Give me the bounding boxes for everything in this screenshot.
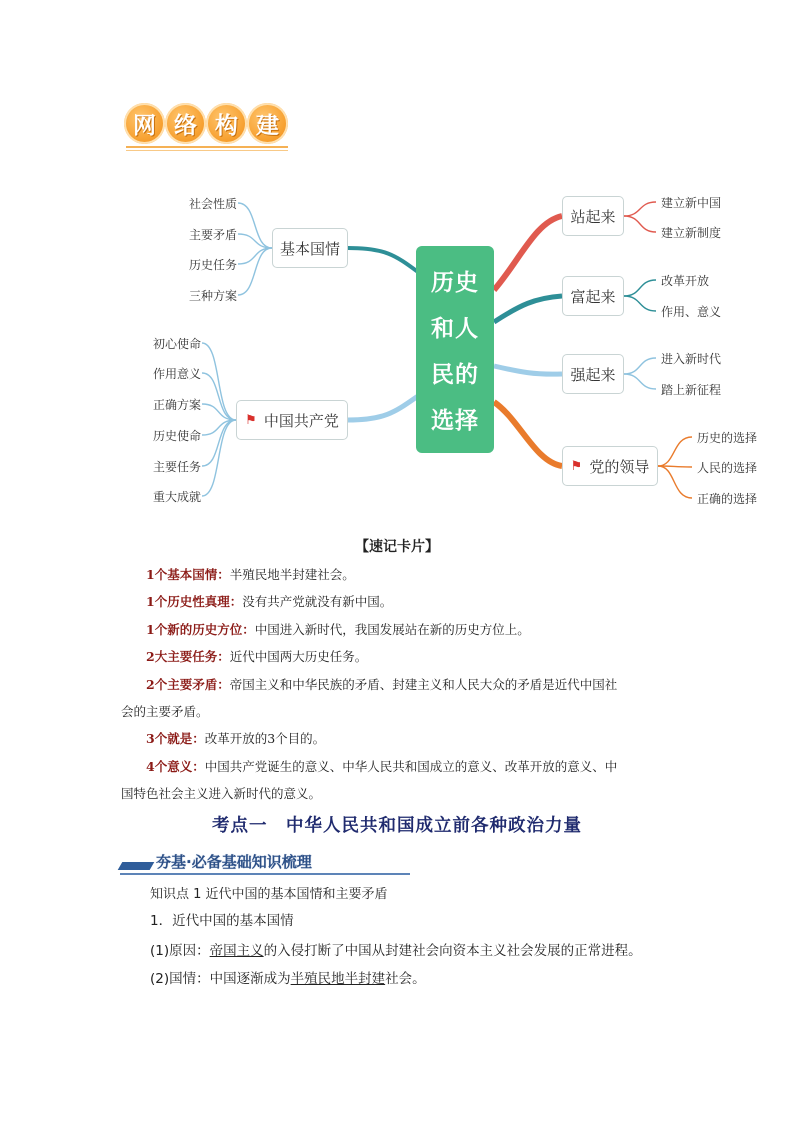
connector [658,437,692,466]
card-text: 近代中国两大历史任务。 [229,649,368,664]
card-item-cont: 国特色社会主义进入新时代的意义。 [121,786,322,801]
node-basic-conditions [272,228,348,268]
node-label: 站起来 [570,207,616,226]
connector [624,280,656,296]
mindmap-connectors [0,0,794,530]
connector [494,216,562,290]
underlined-term: 帝国主义 [209,943,264,959]
card-text: 改革开放的3个目的。 [204,731,326,746]
badge-char: 构 [206,103,247,144]
connector [238,234,272,248]
leaf-label: 重大成就 [153,490,202,504]
leaf-label: 主要矛盾 [189,228,238,242]
card-key: 1个历史性真理： [146,594,243,609]
card-key: 3个就是： [146,731,205,746]
leaf-label: 正确的选择 [697,492,758,506]
connector [494,296,562,322]
mindmap-center [416,246,494,453]
leaf-label: 建立新制度 [661,226,722,240]
node-get-strong [562,354,624,394]
node-stand-up [562,196,624,236]
card-item [146,671,617,698]
leaf-label: 改革开放 [661,274,710,288]
connector [624,374,656,389]
card-key: 2大主要任务： [146,649,230,664]
card-item [146,616,530,643]
node-label: 基本国情 [279,239,340,258]
connector [494,402,562,466]
connector [624,358,656,374]
node-get-rich [562,276,624,316]
text-prefix: (1)原因： [150,943,210,959]
leaf-label: 踏上新征程 [661,383,722,397]
node-label: 强起来 [570,365,616,384]
connector [658,466,692,498]
text-prefix: (2)国情：中国逐渐成为 [150,971,291,987]
text-line [150,939,642,959]
leaf-label: 建立新中国 [661,196,722,210]
connector [348,248,418,272]
card-text: 中国进入新时代，我国发展站在新的历史方位上。 [254,622,530,637]
flag-icon: ⚑ [245,412,257,428]
flag-icon: ⚑ [570,458,583,474]
card-item [146,753,617,780]
card-item-cont: 会的主要矛盾。 [121,704,209,719]
badge-char: 网 [124,103,165,144]
card-key: 1个新的历史方位： [146,622,255,637]
leaf-label: 主要任务 [153,460,202,474]
badge-char: 络 [165,103,206,144]
card-item [146,725,325,752]
card-key: 2个主要矛盾： [146,677,230,692]
leaf-label: 作用、意义 [661,305,722,319]
cards-title: 【速记卡片】 [355,539,439,555]
connector [202,420,236,496]
subheading: 1．近代中国的基本国情 [150,913,294,929]
card-text: 半殖民地半封建社会。 [229,567,355,582]
center-line: 选择 [431,408,479,434]
section-banner [120,850,410,875]
node-label: 党的领导 [589,457,650,476]
connector [238,248,272,264]
card-text: 没有共产党就没有新中国。 [242,594,393,609]
center-line: 民的 [431,362,479,388]
card-text: 帝国主义和中华民族的矛盾、封建主义和人民大众的矛盾是近代中国社 [229,677,618,692]
leaf-label: 进入新时代 [661,352,722,366]
node-label: 富起来 [570,287,616,306]
node-label: 中国共产党 [263,411,339,430]
card-item [146,643,367,670]
knowledge-point: 知识点 1 近代中国的基本国情和主要矛盾 [150,887,388,902]
leaf-label: 作用意义 [153,367,202,381]
card-key: 1个基本国情： [146,567,230,582]
leaf-label: 三种方案 [189,289,238,303]
leaf-label: 正确方案 [153,398,202,412]
banner-text: 夯基·必备基础知识梳理 [156,853,312,871]
text-rest: 社会。 [385,971,426,987]
center-line: 历史 [431,270,479,296]
card-key: 4个意义： [146,759,205,774]
leaf-label: 初心使命 [153,337,202,351]
node-party-leadership [562,446,658,486]
leaf-label: 社会性质 [189,197,238,211]
text-rest: 的入侵打断了中国从封建社会向资本主义社会发展的正常进程。 [263,943,642,959]
card-item [146,588,392,615]
underlined-term: 半殖民地半封建 [290,971,386,987]
section-title: 考点一 中华人民共和国成立前各种政治力量 [212,816,582,836]
node-cpc [236,400,348,440]
leaf-label: 人民的选择 [697,461,758,475]
leaf-label: 历史使命 [153,429,202,443]
leaf-label: 历史任务 [189,258,238,272]
connector [624,216,656,232]
connector [624,296,656,311]
banner-bar [118,862,155,870]
card-text: 中国共产党诞生的意义、中华人民共和国成立的意义、改革开放的意义、中 [204,759,618,774]
connector [494,366,562,374]
banner-underline [120,873,410,875]
connector [624,202,656,216]
badge-char: 建 [247,103,288,144]
center-line: 和人 [431,316,479,342]
connector [348,396,418,420]
text-line [150,967,426,987]
leaf-label: 历史的选择 [697,431,758,445]
connector [202,343,236,420]
card-item [146,561,355,588]
